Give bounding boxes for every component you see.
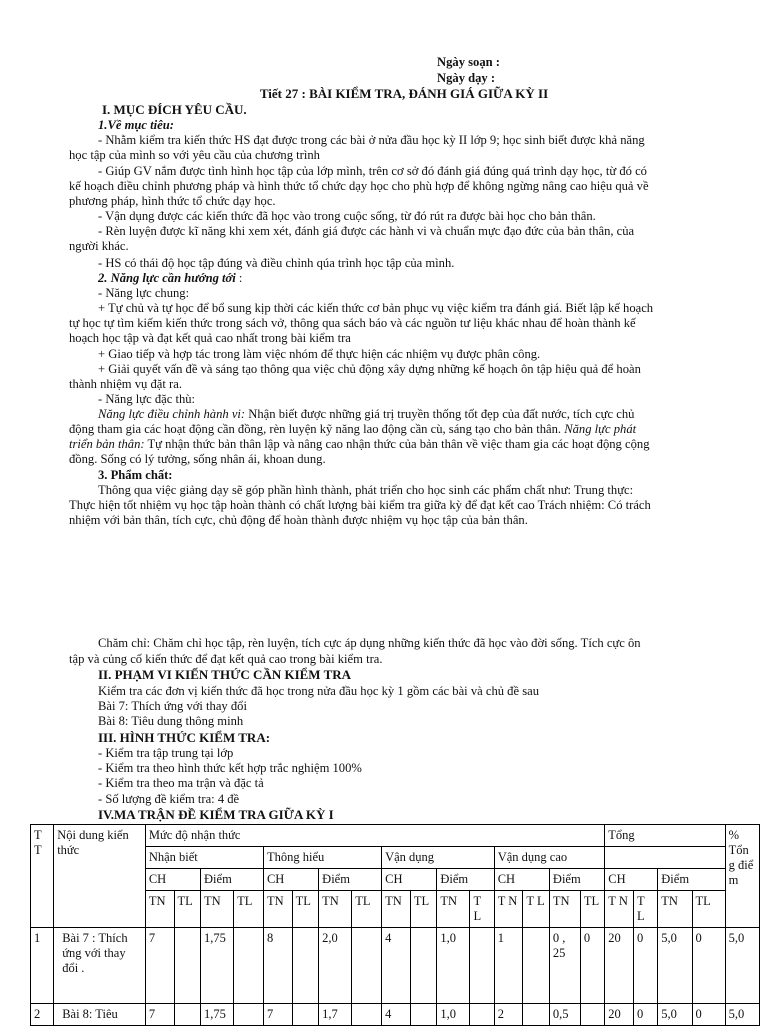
goal-line: người khác. bbox=[69, 239, 129, 253]
cell: 0 bbox=[634, 928, 658, 1004]
cell: 7 bbox=[145, 928, 174, 1004]
format-line: - Kiểm tra theo hình thức kết hợp trắc nghiệm 100% bbox=[98, 761, 362, 775]
tn-header: T N bbox=[494, 891, 523, 928]
row-content: Bài 8: Tiêu bbox=[54, 1004, 146, 1026]
table-row bbox=[31, 1004, 760, 1026]
cell bbox=[523, 1004, 550, 1026]
competency-heading-colon: : bbox=[235, 271, 243, 285]
competency-line: thành nhiệm vụ đặt ra. bbox=[69, 377, 182, 391]
cell bbox=[292, 1004, 319, 1026]
document-title: Tiết 27 : BÀI KIỂM TRA, ĐÁNH GIÁ GIỮA KỲ II bbox=[259, 86, 549, 101]
header-levels: Mức độ nhận thức bbox=[145, 825, 604, 847]
goal-line: phương pháp, hình thức tổ chức dạy học. bbox=[69, 194, 276, 208]
tl-header: T L bbox=[523, 891, 550, 928]
tl-header: T L bbox=[634, 891, 658, 928]
qualities-line: Thông qua việc giảng dạy sẽ góp phần hình thành, phát triển cho học sinh các phẩm chất như: Trung thực: bbox=[98, 483, 634, 497]
table-header-row bbox=[31, 825, 760, 847]
prep-date-label: Ngày soạn : bbox=[437, 55, 500, 69]
goal-line: - Giúp GV nắm được tình hình học tập của lớp mình, trên cơ sở đó đánh giá đúng quá trình dạy học, từ đó có bbox=[98, 164, 647, 178]
cell bbox=[523, 928, 550, 1004]
ch-header: CH bbox=[382, 869, 437, 891]
cell: 5,0 bbox=[725, 1004, 759, 1026]
cell bbox=[352, 1004, 382, 1026]
format-line: - Kiểm tra theo ma trận và đặc tả bbox=[98, 776, 264, 790]
section-3-heading: III. HÌNH THỨC KIỂM TRA: bbox=[98, 730, 271, 745]
cell bbox=[470, 928, 494, 1004]
header-total: Tổng bbox=[605, 825, 725, 847]
format-line: - Số lượng đề kiểm tra: 4 đề bbox=[98, 792, 240, 806]
cell: 0 bbox=[692, 1004, 725, 1026]
level-apply: Vận dụng bbox=[382, 847, 495, 869]
competency-name: Năng lực phát bbox=[564, 422, 637, 436]
competency-heading bbox=[98, 271, 724, 286]
competency-text: động tham gia các hoạt động cần đồng, rèn luyện kỹ năng lao động cần cù, sáng tạo cho bản thân. bbox=[69, 422, 565, 436]
qualities-line: nhiệm với bản thân, tích cực, chủ động để hoàn thành được nhiệm vụ học tập của bản thân. bbox=[69, 513, 528, 527]
goal-line: - Vận dụng được các kiến thức đã học vào trong cuộc sống, từ đó rút ra được bài học cho bản thân. bbox=[98, 209, 596, 223]
cell: 4 bbox=[382, 1004, 411, 1026]
cell: 1,7 bbox=[319, 1004, 352, 1026]
cell: 5,0 bbox=[658, 928, 692, 1004]
row-tt: 1 bbox=[31, 928, 54, 1004]
cell: 0 bbox=[692, 928, 725, 1004]
tl-header: TL bbox=[580, 891, 604, 928]
cell: 8 bbox=[263, 928, 292, 1004]
cell bbox=[410, 928, 437, 1004]
tn-header: TN bbox=[319, 891, 352, 928]
tn-header: TN bbox=[437, 891, 470, 928]
goal-line: - HS có thái độ học tập đúng và điều chỉnh qúa trình học tập của mình. bbox=[98, 256, 455, 270]
cell: 7 bbox=[145, 1004, 174, 1026]
competency-line bbox=[98, 407, 724, 422]
score-header: Điểm bbox=[319, 869, 382, 891]
qualities-line: Thực hiện tốt nhiệm vụ học tập hoàn thành có chất lượng bài kiểm tra giữa kỳ để đạt kết cao Trách nhiệm: Có trách bbox=[69, 498, 651, 512]
competency-line: hoạch học tập và đạt kết quả cao nhất trong bài kiểm tra bbox=[69, 331, 351, 345]
cell bbox=[580, 1004, 604, 1026]
cell: 5,0 bbox=[658, 1004, 692, 1026]
competency-line: + Giao tiếp và hợp tác trong làm việc nhóm để thực hiện các nhiệm vụ được phân công. bbox=[98, 347, 541, 361]
cell bbox=[234, 1004, 264, 1026]
cell: 0,5 bbox=[549, 1004, 580, 1026]
goal-line: - Rèn luyện được kĩ năng khi xem xét, đánh giá được các hành vi và chuẩn mực đạo đức của bản thân, của bbox=[98, 224, 635, 238]
row-content: Bài 7 : Thích ứng với thay đổi . bbox=[54, 928, 146, 1004]
score-header: Điểm bbox=[658, 869, 725, 891]
scope-line: Kiểm tra các đơn vị kiến thức đã học trong nửa đầu học kỳ 1 gồm các bài và chủ đề sau bbox=[98, 684, 540, 698]
competency-name: triển bản thân: bbox=[69, 437, 145, 451]
tl-header: TL bbox=[174, 891, 201, 928]
ch-header: CH bbox=[605, 869, 658, 891]
tn-header: TN bbox=[549, 891, 580, 928]
competency-line: + Giải quyết vấn đề và sáng tạo thông qua việc chủ động xây dựng những kế hoạch ôn tập hiệu quả để hoàn bbox=[98, 362, 641, 376]
cell: 20 bbox=[605, 1004, 634, 1026]
tl-header: TL bbox=[352, 891, 382, 928]
cell: 4 bbox=[382, 928, 411, 1004]
competency-line: - Năng lực chung: bbox=[98, 286, 190, 300]
goal-line: kế hoạch điều chỉnh phương pháp và hình thức tổ chức dạy học cho phù hợp để không ngừng nâng cao hiệu quả về bbox=[69, 179, 649, 193]
cell bbox=[410, 1004, 437, 1026]
level-recognize: Nhận biết bbox=[145, 847, 263, 869]
cell: 2 bbox=[494, 1004, 523, 1026]
competency-text: Tự nhận thức bản thân lập và nâng cao nhận thức của bản thân về việc tham gia các hoạt động cộng bbox=[144, 437, 650, 451]
score-header: Điểm bbox=[201, 869, 264, 891]
competency-line: + Tự chủ và tự học để bổ sung kịp thời các kiến thức cơ bản phục vụ việc kiểm tra đánh giá. Biết lập kế hoạch bbox=[98, 301, 654, 315]
cell: 7 bbox=[263, 1004, 292, 1026]
tn-header: T N bbox=[605, 891, 634, 928]
goal-line: học tập của mình so với yêu cầu của chương trình bbox=[69, 148, 320, 162]
tn-header: TN bbox=[145, 891, 174, 928]
ch-header: CH bbox=[145, 869, 200, 891]
competency-line bbox=[69, 437, 724, 452]
level-apply-high: Vận dụng cao bbox=[494, 847, 605, 869]
cell: 1 bbox=[494, 928, 523, 1004]
scope-line: Bài 7: Thích ứng với thay đổi bbox=[98, 699, 247, 713]
tl-header: T L bbox=[470, 891, 494, 928]
competency-line: - Năng lực đặc thù: bbox=[98, 392, 196, 406]
header-tt: T T bbox=[31, 825, 54, 928]
qualities-heading: 3. Phẩm chất: bbox=[98, 468, 173, 482]
competency-line bbox=[69, 422, 724, 437]
cell bbox=[292, 928, 319, 1004]
tl-header: TL bbox=[410, 891, 437, 928]
score-header: Điểm bbox=[549, 869, 604, 891]
qualities-line: tập và củng cố kiến thức để đạt kết quả cao trong bài kiểm tra. bbox=[69, 652, 383, 666]
cell: 0 bbox=[580, 928, 604, 1004]
cell: 1,0 bbox=[437, 1004, 470, 1026]
cell: 20 bbox=[605, 928, 634, 1004]
tn-header: TN bbox=[201, 891, 234, 928]
cell bbox=[234, 928, 264, 1004]
cell: 0 , 25 bbox=[549, 928, 580, 1004]
cell: 1,0 bbox=[437, 928, 470, 1004]
goal-line: - Nhằm kiểm tra kiến thức HS đạt được trong các bài ở nửa đầu học kỳ II lớp 9; học sinh biết được khả năng bbox=[98, 133, 645, 147]
header-content: Nội dung kiến thức bbox=[54, 825, 146, 928]
tn-header: TN bbox=[382, 891, 411, 928]
scope-line: Bài 8: Tiêu dung thông minh bbox=[98, 714, 244, 728]
goal-heading: 1.Về mục tiêu: bbox=[98, 118, 174, 132]
tl-header: TL bbox=[234, 891, 264, 928]
teach-date-label: Ngày dạy : bbox=[437, 71, 496, 85]
cell bbox=[174, 1004, 201, 1026]
competency-line: tự học tự tìm kiếm kiến thức trong sách vở, thông qua sách báo và các nguồn tư liệu khác nhau để hoàn thành kế bbox=[69, 316, 636, 330]
section-1-heading: I. MỤC ĐÍCH YÊU CẦU. bbox=[102, 102, 247, 117]
table-row bbox=[31, 928, 760, 1004]
competency-name: Năng lực điều chỉnh hành vi: bbox=[98, 407, 246, 421]
total-blank bbox=[605, 847, 725, 869]
level-understand: Thông hiểu bbox=[263, 847, 381, 869]
tn-header: TN bbox=[658, 891, 692, 928]
tl-header: TL bbox=[692, 891, 725, 928]
cell: 1,75 bbox=[201, 1004, 234, 1026]
cell bbox=[470, 1004, 494, 1026]
section-2-heading: II. PHẠM VI KIẾN THỨC CẦN KIỂM TRA bbox=[98, 667, 352, 682]
tn-header: TN bbox=[263, 891, 292, 928]
cell bbox=[352, 928, 382, 1004]
competency-text: Nhận biết được những giá trị truyền thống tốt đẹp của đất nước, tích cực chủ bbox=[245, 407, 635, 421]
section-4-heading: IV.MA TRẬN ĐỀ KIỂM TRA GIỮA KỲ I bbox=[98, 807, 334, 822]
cell: 2,0 bbox=[319, 928, 352, 1004]
ch-header: CH bbox=[263, 869, 318, 891]
ch-header: CH bbox=[494, 869, 549, 891]
row-tt: 2 bbox=[31, 1004, 54, 1026]
test-matrix-table bbox=[30, 824, 760, 1026]
competency-heading-text: 2. Năng lực cần hướng tới bbox=[98, 271, 236, 285]
qualities-line: Chăm chỉ: Chăm chỉ học tập, rèn luyện, tích cực áp dụng những kiến thức đã học vào đời sống. Tích cực ôn bbox=[98, 636, 641, 650]
cell: 5,0 bbox=[725, 928, 759, 1004]
cell: 0 bbox=[634, 1004, 658, 1026]
score-header: Điểm bbox=[437, 869, 494, 891]
cell: 1,75 bbox=[201, 928, 234, 1004]
competency-line: đồng. Sống có lý tưởng, sống nhân ái, khoan dung. bbox=[69, 452, 326, 466]
header-percent: % Tổn g điể m bbox=[725, 825, 759, 928]
tl-header: TL bbox=[292, 891, 319, 928]
cell bbox=[174, 928, 201, 1004]
format-line: - Kiểm tra tập trung tại lớp bbox=[98, 746, 234, 760]
